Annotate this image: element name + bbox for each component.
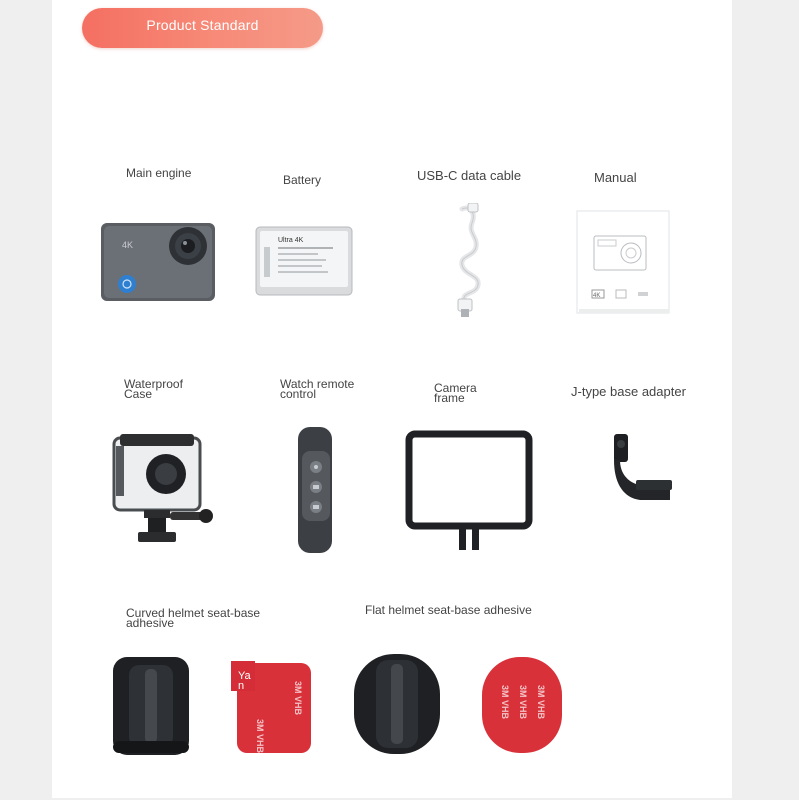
adhesive-brand-text-4: 3M VHB — [518, 685, 528, 720]
adhesive-brand-text-2: 3M VHB — [293, 681, 303, 716]
item-label-usb-cable: USB-C data cable — [417, 168, 522, 183]
item-label-flat-helmet: Flat helmet seat-base adhesive — [365, 603, 532, 617]
adhesive-brand-text-5: 3M VHB — [536, 685, 546, 720]
item-label-j-adapter: J-type base adapter — [571, 384, 686, 399]
battery-brand-text: Ultra 4K — [278, 237, 304, 244]
waterproof-case-icon — [108, 432, 218, 546]
banner-title: Product Standard — [146, 17, 259, 33]
flat-helmet-mount-icon — [352, 652, 442, 756]
item-label-waterproof-case: Waterproof Case — [124, 377, 183, 401]
watch-remote-icon — [296, 427, 338, 555]
adhesive-brand-text-3: 3M VHB — [500, 685, 510, 720]
item-label-battery: Battery — [283, 173, 322, 187]
j-type-adapter-icon — [610, 430, 680, 504]
watermark-text-b: n — [238, 680, 245, 692]
usb-c-cable-icon — [440, 203, 500, 323]
curved-helmet-mount-icon — [111, 655, 191, 757]
camera-badge-text: 4K — [122, 240, 134, 250]
adhesive-brand-text-1: 3M VHB — [255, 719, 265, 754]
watermark-text-a: Ya — [238, 670, 251, 682]
product-standard-banner — [82, 8, 323, 48]
flat-adhesive-pad-icon — [480, 655, 564, 755]
battery-icon — [254, 225, 354, 297]
item-label-manual: Manual — [594, 170, 637, 185]
item-label-curved-helmet: Curved helmet seat-base adhesive — [126, 606, 261, 630]
manual-icon — [576, 210, 670, 314]
item-label-camera-frame: Camera frame — [434, 381, 477, 405]
camera-frame-icon — [405, 430, 533, 554]
action-camera-icon — [100, 222, 216, 302]
item-label-watch-remote: Watch remote control — [280, 377, 355, 401]
curved-adhesive-pad-icon — [231, 661, 313, 755]
manual-badge-text: 4K — [593, 293, 601, 299]
item-label-main-engine: Main engine — [126, 166, 192, 180]
